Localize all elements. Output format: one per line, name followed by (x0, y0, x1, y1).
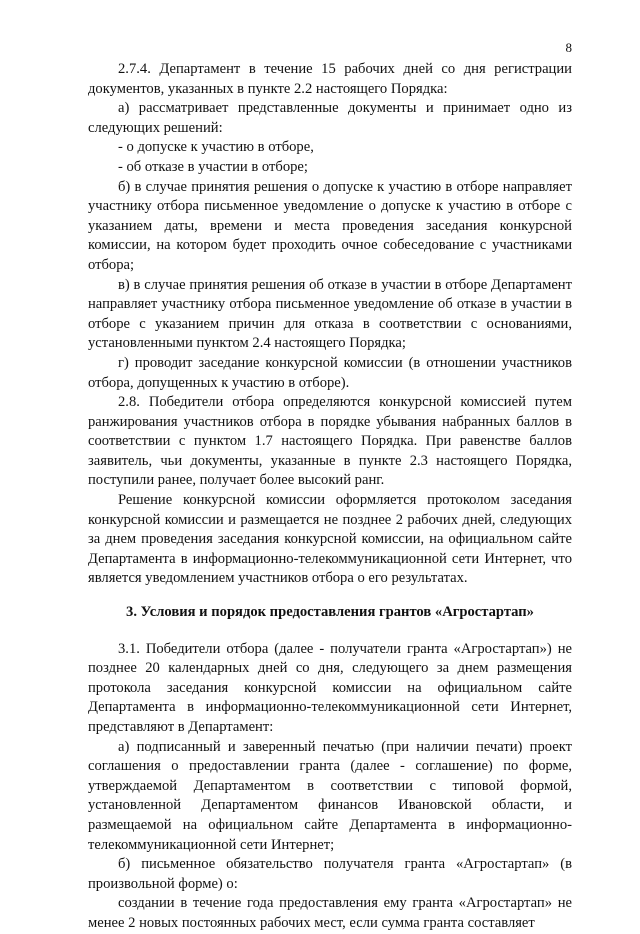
paragraph-item-a: а) рассматривает представленные документы и принимает одно из следующих решений: (88, 100, 572, 136)
paragraph-dash-admit: - о допуске к участию в отборе, (118, 139, 314, 156)
paragraph-jobs-obligation: создании в течение года предоставления ему гранта «Агростартап» не менее 2 новых постоянных рабочих мест, если сумма гранта составляет (88, 895, 572, 931)
paragraph-3-1: 3.1. Победители отбора (далее - получатели гранта «Агростартап») не позднее 20 календарных дней со дня, следующего за днем размещения протокола заседания конкурсной комиссии на официальном сайте Департамента в информационно-телекоммуникационной сети Интернет, представляют в Департамент: (88, 640, 572, 735)
paragraph-3-1-a: а) подписанный и заверенный печатью (при наличии печати) проект соглашения о предоставлении гранта (далее - соглашение) по форме, утверждаемой Департаментом в соответствии с типовой формой, установленной Департаментом финансов Ивановской области, и размещаемой на официальном сайте Департамента в информационно-телекоммуникационной сети Интернет; (88, 738, 572, 853)
section-3-title: 3. Условия и порядок предоставления грантов «Агростартап» (126, 604, 534, 621)
paragraph-2-7-4: 2.7.4. Департамент в течение 15 рабочих дней со дня регистрации документов, указанных в пункте 2.2 настоящего Порядка: (88, 61, 572, 97)
page-number: 8 (565, 40, 572, 55)
paragraph-2-8: 2.8. Победители отбора определяются конкурсной комиссией путем ранжирования участников отбора в порядке убывания набранных баллов в соответствии с пунктом 1.7 настоящего Порядка. При равенстве баллов заявитель, чьи документы, указанные в пункте 2.3 настоящего Порядка, поступили ранее, получает более высокий ранг. (88, 394, 572, 489)
paragraph-3-1-b: б) письменное обязательство получателя гранта «Агростартап» (в произвольной форме) о: (88, 856, 572, 892)
paragraph-dash-refuse: - об отказе в участии в отборе; (118, 158, 308, 175)
paragraph-item-g: г) проводит заседание конкурсной комиссии (в отношении участников отбора, допущенных к участию в отборе). (88, 354, 572, 391)
document-body (88, 60, 572, 934)
paragraph-item-v: в) в случае принятия решения об отказе в участии в отборе Департамент направляет участнику отбора письменное уведомление об отказе в участии в отборе с указанием причин для отказа в соответствии с основаниями, установленными пунктом 2.4 настоящего Порядка; (88, 276, 572, 352)
paragraph-item-b: б) в случае принятия решения о допуске к участию в отборе направляет участнику отбора письменное уведомление о допуске к участию в отборе с указанием даты, времени и места проведения заседания конкурсной комиссии, на котором будет проходить очное собеседование с участниками отбора; (88, 178, 572, 273)
paragraph-commission-decision: Решение конкурсной комиссии оформляется протоколом заседания конкурсной комиссии и размещается не позднее 2 рабочих дней, следующих за днем проведения заседания конкурсной комиссии, на официальном сайте Департамента в информационно-телекоммуникационной сети Интернет, что является уведомлением участников отбора о его результатах. (88, 492, 572, 587)
